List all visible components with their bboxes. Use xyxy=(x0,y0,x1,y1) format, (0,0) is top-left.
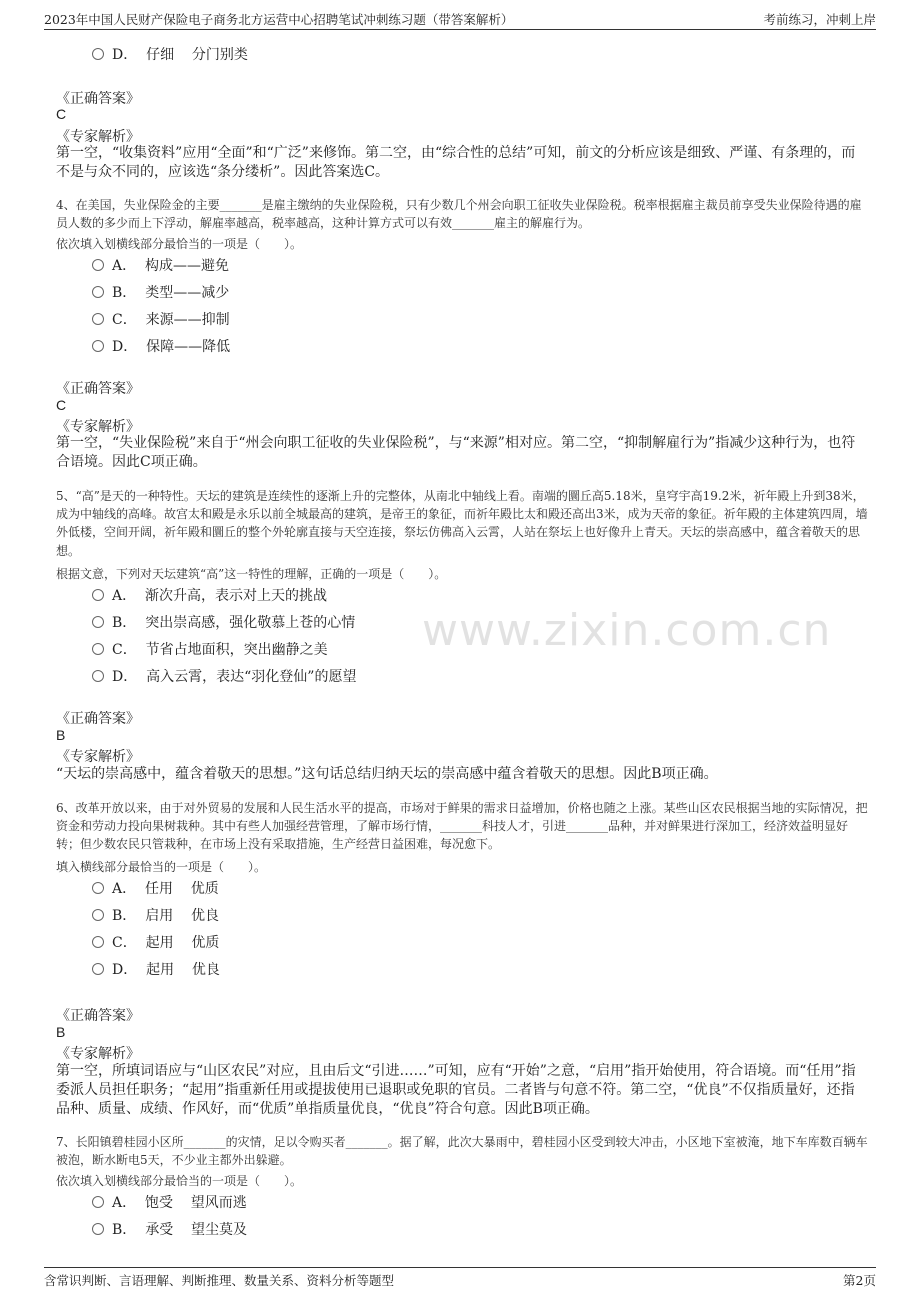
q4-ask: 依次填入划横线部分最恰当的一项是（ ）。 xyxy=(56,237,303,251)
q3-answer: C xyxy=(56,106,67,122)
q5-stem: 5、“高”是天的一种特性。天坛的建筑是连续性的逐渐上升的完整体，从南北中轴线上看。南端的圜丘高5.18米，皇穹宇高19.2米，祈年殿上升到38米，成为中轴线的高峰。故宫太和殿是永乐以前全城最高的建筑，是帝王的象征，而祈年殿比太和殿还高出3米，成为天帝的象征。祈年殿的主体建筑四周，墙外低楼，空间开阔，祈年殿和圜丘的整个外轮廓直接与天空连接，祭坛仿佛高入云霄，人站在祭坛上也好像升上青天。天坛的崇高感中，蕴含着敬天的思想。 xyxy=(56,489,868,558)
q4-explain-label: 《专家解析》 xyxy=(56,419,140,435)
footer-divider xyxy=(44,1267,876,1268)
q3-explain-label: 《专家解析》 xyxy=(56,129,140,145)
radio-icon[interactable] xyxy=(92,1223,104,1235)
q5-ask: 根据文意，下列对天坛建筑“高”这一特性的理解，正确的一项是（ ）。 xyxy=(56,567,447,581)
q4-answer: C xyxy=(56,397,67,413)
q3-answer-label: 《正确答案》 xyxy=(56,91,140,107)
q3-option-d[interactable]: D． 仔细 分门别类 xyxy=(92,44,248,66)
radio-icon[interactable] xyxy=(92,313,104,325)
q5-option-d[interactable]: D． 高入云霄，表达“羽化登仙”的愿望 xyxy=(92,666,356,688)
radio-icon[interactable] xyxy=(92,340,104,352)
q7-stem: 7、长阳镇碧桂园小区所_______的灾情，足以令购买者_______。据了解，此次大暴雨中，碧桂园小区受到较大冲击，小区地下室被淹，地下车库数百辆车被泡，断水断电5天，不少业主都外出躲避。 xyxy=(56,1135,868,1168)
q5-option-c[interactable]: C． 节省占地面积，突出幽静之美 xyxy=(92,639,328,661)
radio-icon[interactable] xyxy=(92,909,104,921)
q7-option-a[interactable]: A． 饱受 望风而逃 xyxy=(92,1192,247,1214)
q5-explanation: “天坛的崇高感中，蕴含着敬天的思想。”这句话总结归纳天坛的崇高感中蕴含着敬天的思想。因此B项正确。 xyxy=(56,766,718,782)
q4-stem: 4、在美国，失业保险金的主要_______是雇主缴纳的失业保险税，只有少数几个州会向职工征收失业保险税。税率根据雇主裁员前享受失业保险待遇的雇员人数的多少而上下浮动，解雇率越高，税率越高，这种计算方式可以有效_______雇主的解雇行为。 xyxy=(56,198,862,231)
q4-option-a[interactable]: A． 构成——避免 xyxy=(92,255,229,277)
q6-explanation: 第一空，所填词语应与“山区农民”对应，且由后文“引进……”可知，应有“开始”之意，“启用”指开始使用，符合语境。而“任用”指委派人员担任职务；“起用”指重新任用或提拔使用已退职或免职的官员。二者皆与句意不符。第二空，“优良”不仅指质量好，还指品种、质量、成绩、作风好，而“优质”单指质量优良，“优良”符合句意。因此B项正确。 xyxy=(56,1063,856,1117)
document-title: 2023年中国人民财产保险电子商务北方运营中心招聘笔试冲刺练习题（带答案解析） xyxy=(44,12,514,27)
radio-icon[interactable] xyxy=(92,259,104,271)
q6-option-a[interactable]: A． 任用 优质 xyxy=(92,878,219,900)
radio-icon[interactable] xyxy=(92,670,104,682)
radio-icon[interactable] xyxy=(92,286,104,298)
q3-explanation: 第一空，“收集资料”应用“全面”和“广泛”来修饰。第二空，由“综合性的总结”可知，前文的分析应该是细致、严谨、有条理的，而不是与众不同的，应该选“条分缕析”。因此答案选C。 xyxy=(56,145,856,180)
q4-option-c[interactable]: C． 来源——抑制 xyxy=(92,309,230,331)
q6-stem: 6、改革开放以来，由于对外贸易的发展和人民生活水平的提高，市场对于鲜果的需求日益增加，价格也随之上涨。某些山区农民根据当地的实际情况，把资金和劳动力投向果树栽种。其中有些人加强经营管理，了解市场行情，_______科技人才，引进_______品种，并对鲜果进行深加工，经济效益明显好转；但少数农民只管栽种，在市场上没有采取措施，生产经营日益困难，每况愈下。 xyxy=(56,801,868,852)
q5-option-b[interactable]: B． 突出崇高感，强化敬慕上苍的心情 xyxy=(92,612,355,634)
q5-answer-label: 《正确答案》 xyxy=(56,711,140,727)
q6-answer-label: 《正确答案》 xyxy=(56,1008,140,1024)
radio-icon[interactable] xyxy=(92,48,104,60)
q5-option-a[interactable]: A． 渐次升高，表示对上天的挑战 xyxy=(92,585,327,607)
page-number: 第2页 xyxy=(843,1273,876,1288)
q6-ask: 填入横线部分最恰当的一项是（ ）。 xyxy=(56,860,267,874)
q6-answer: B xyxy=(56,1024,66,1040)
header-divider xyxy=(44,29,876,30)
radio-icon[interactable] xyxy=(92,616,104,628)
q4-option-d[interactable]: D． 保障——降低 xyxy=(92,336,230,358)
footer-topics: 含常识判断、言语理解、判断推理、数量关系、资料分析等题型 xyxy=(44,1273,395,1288)
q4-answer-label: 《正确答案》 xyxy=(56,381,140,397)
q6-explain-label: 《专家解析》 xyxy=(56,1046,140,1062)
q5-answer: B xyxy=(56,727,66,743)
radio-icon[interactable] xyxy=(92,882,104,894)
radio-icon[interactable] xyxy=(92,963,104,975)
q6-option-d[interactable]: D． 起用 优良 xyxy=(92,959,220,981)
q7-ask: 依次填入划横线部分最恰当的一项是（ ）。 xyxy=(56,1174,303,1188)
header-slogan: 考前练习，冲刺上岸 xyxy=(763,12,876,27)
q6-option-b[interactable]: B． 启用 优良 xyxy=(92,905,219,927)
q5-explain-label: 《专家解析》 xyxy=(56,749,140,765)
radio-icon[interactable] xyxy=(92,1196,104,1208)
watermark: www.zixin.com.cn xyxy=(422,605,832,656)
q6-option-c[interactable]: C． 起用 优质 xyxy=(92,932,219,954)
q4-option-b[interactable]: B． 类型——减少 xyxy=(92,282,229,304)
radio-icon[interactable] xyxy=(92,643,104,655)
radio-icon[interactable] xyxy=(92,936,104,948)
radio-icon[interactable] xyxy=(92,589,104,601)
q4-explanation: 第一空，“失业保险税”来自于“州会向职工征收的失业保险税”，与“来源”相对应。第二空，“抑制解雇行为”指减少这种行为，也符合语境。因此C项正确。 xyxy=(56,435,856,470)
q7-option-b[interactable]: B． 承受 望尘莫及 xyxy=(92,1219,247,1241)
